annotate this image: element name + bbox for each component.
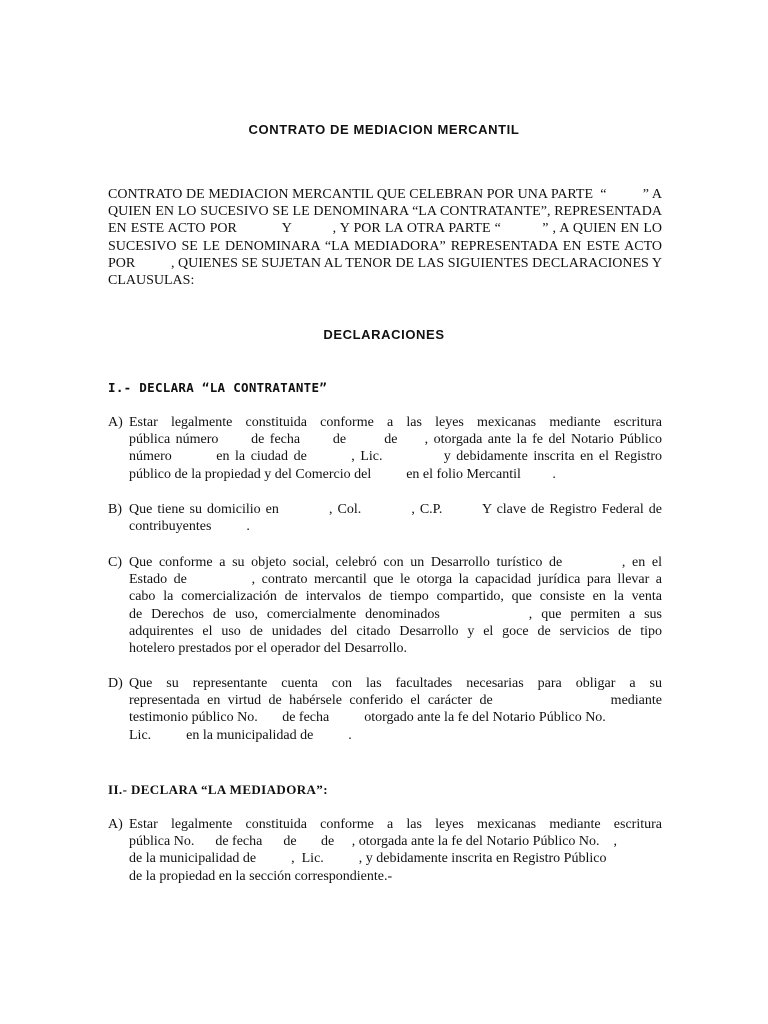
- section-heading-contratante: I.- DECLARA “LA CONTRATANTE”: [108, 380, 328, 395]
- item-line: Que tiene su domicilio en , Col. , C.P. Y clave de Registro Federal de: [129, 502, 662, 517]
- intro-line: EN ESTE ACTO POR Y , Y POR LA OTRA PARTE “ ” , A QUIEN EN LO: [108, 221, 662, 237]
- item-line: público de la propiedad y del Comercio del en el folio Mercantil .: [129, 466, 556, 482]
- item-letter: A): [108, 817, 123, 832]
- item-body: [129, 414, 662, 483]
- intro-line: CLAUSULAS:: [108, 273, 195, 289]
- declaration-item: [108, 675, 662, 744]
- declaration-item: [108, 554, 662, 657]
- intro-line: QUIEN EN LO SUCESIVO SE LE DENOMINARA “LA CONTRATANTE”, REPRESENTADA: [108, 204, 662, 220]
- item-line: Que su representante cuenta con las facultades necesarias para obligar a su: [129, 676, 662, 691]
- item-line: cabo la comercialización de intervalos de tiempo compartido, que consiste en la venta: [129, 589, 662, 605]
- item-letter: D): [108, 676, 123, 691]
- item-line: Estar legalmente constituida conforme a las leyes mexicanas mediante escritura: [129, 817, 662, 832]
- item-body: [129, 554, 662, 657]
- item-line: representada en virtud de habérsele conferido el carácter de mediante: [129, 693, 662, 709]
- declaration-item: [108, 414, 662, 483]
- item-line: número en la ciudad de , Lic. y debidamente inscrita en el Registro: [129, 449, 662, 465]
- intro-paragraph: [108, 186, 662, 289]
- intro-line: POR , QUIENES SE SUJETAN AL TENOR DE LAS SIGUIENTES DECLARACIONES Y: [108, 255, 662, 271]
- declaration-item: [108, 501, 662, 535]
- item-line: pública No. de fecha de de , otorgada ante la fe del Notario Público No. ,: [129, 834, 618, 850]
- declaration-item: [108, 816, 662, 885]
- item-letter: A): [108, 415, 123, 430]
- item-line: Estado de , contrato mercantil que le otorga la capacidad jurídica para llevar a: [129, 572, 662, 588]
- declaraciones-heading: DECLARACIONES: [323, 327, 445, 342]
- document-title: CONTRATO DE MEDIACION MERCANTIL: [248, 122, 520, 137]
- item-body: [129, 501, 662, 535]
- item-body: [129, 675, 662, 744]
- item-line: de la municipalidad de , Lic. , y debidamente inscrita en Registro Público: [129, 851, 607, 867]
- item-line: Estar legalmente constituida conforme a las leyes mexicanas mediante escritura: [129, 415, 662, 430]
- intro-line: CONTRATO DE MEDIACION MERCANTIL QUE CELEBRAN POR UNA PARTE “ ” A: [108, 187, 662, 202]
- item-line: testimonio público No. de fecha otorgado ante la fe del Notario Público No.: [129, 710, 606, 726]
- item-line: hotelero prestados por el operador del Desarrollo.: [129, 641, 407, 657]
- item-line: Que conforme a su objeto social, celebró con un Desarrollo turístico de , en el: [129, 555, 662, 570]
- item-line: Lic. en la municipalidad de .: [129, 727, 352, 743]
- item-line: pública número de fecha de de , otorgada ante la fe del Notario Público: [129, 432, 662, 448]
- item-line: de la propiedad en la sección correspondiente.-: [129, 868, 393, 884]
- section-heading-mediadora: II.- DECLARA “LA MEDIADORA”:: [108, 782, 328, 797]
- item-line: adquirentes el uso de unidades del citado Desarrollo y el goce de servicios de tipo: [129, 623, 662, 639]
- item-letter: B): [108, 502, 122, 517]
- item-line: de Derechos de uso, comercialmente denominados , que permiten a sus: [129, 606, 662, 622]
- item-line: contribuyentes .: [129, 519, 250, 535]
- item-body: [129, 816, 662, 885]
- intro-line: SUCESIVO SE LE DENOMINARA “LA MEDIADORA” REPRESENTADA EN ESTE ACTO: [108, 238, 662, 254]
- item-letter: C): [108, 555, 122, 570]
